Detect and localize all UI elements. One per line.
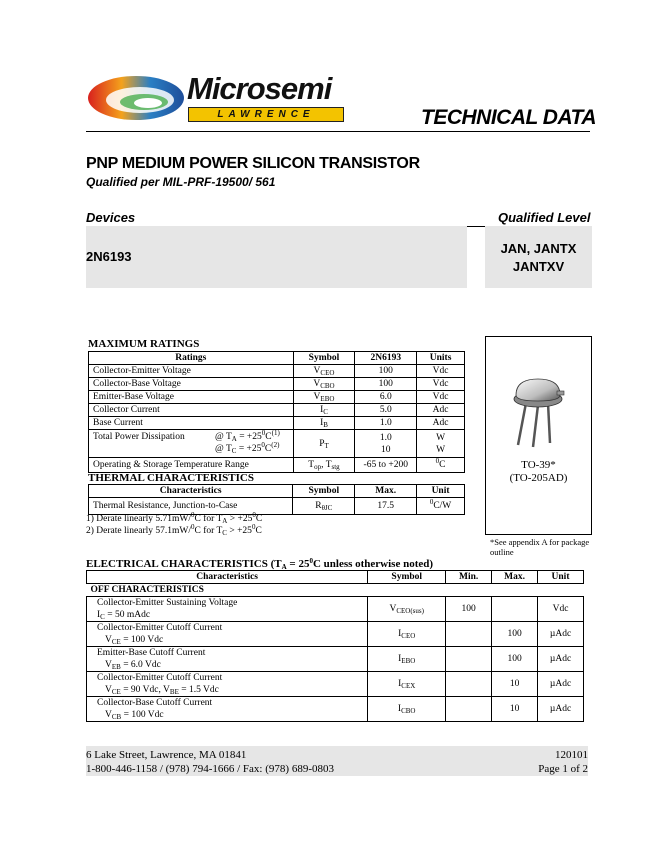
table-row — [89, 391, 465, 404]
symbol: $I_{CEX}$ — [368, 672, 446, 697]
table-row-power — [89, 430, 465, 458]
characteristic: Collector-Emitter Cutoff Current $V_{CE} = 100$ Vdc — [87, 622, 368, 647]
rating-symbol: $I_C$ — [293, 404, 355, 417]
symbol: $I_{CEO}$ — [368, 622, 446, 647]
thermal-title: THERMAL CHARACTERISTICS — [88, 472, 254, 484]
page-title: PNP MEDIUM POWER SILICON TRANSISTOR — [86, 155, 420, 172]
thermal-name: Thermal Resistance, Junction-to-Case — [89, 498, 293, 515]
min-value — [446, 622, 492, 647]
table-header-row — [87, 571, 584, 584]
rating-unit: Vdc — [417, 391, 465, 404]
document-type: TECHNICAL DATA — [421, 106, 596, 129]
temp-value: -65 to +200 — [355, 458, 417, 473]
max-value: 10 — [492, 672, 538, 697]
max-value — [492, 597, 538, 622]
table-row — [87, 672, 584, 697]
table-row — [89, 417, 465, 430]
rating-value: 100 — [355, 365, 417, 378]
rating-symbol: $V_{CBO}$ — [293, 378, 355, 391]
symbol: $V_{CEO(sus)}$ — [368, 597, 446, 622]
derating-notes — [86, 513, 262, 537]
brand-subname: LAWRENCE — [188, 107, 344, 122]
table-row — [89, 498, 465, 515]
header-unit: Unit — [417, 485, 465, 498]
header-symbol: Symbol — [293, 352, 355, 365]
off-characteristics-label: OFF CHARACTERISTICS — [87, 584, 584, 597]
symbol: $I_{EBO}$ — [368, 647, 446, 672]
rating-name: Emitter-Base Voltage — [89, 391, 294, 404]
rating-unit: Adc — [417, 417, 465, 430]
header-characteristics: Characteristics — [89, 485, 293, 498]
header-divider — [86, 131, 590, 132]
power-rating-name: Total Power Dissipation — [93, 432, 185, 442]
header-max: Max. — [355, 485, 417, 498]
device-name: 2N6193 — [86, 249, 132, 264]
package-note: *See appendix A for package outline — [490, 537, 590, 557]
characteristic: Collector-Base Cutoff Current $V_{CB} = 100$ Vdc — [87, 697, 368, 722]
electrical-title: ELECTRICAL CHARACTERISTICS ($T_A = 25^0C$ unless otherwise noted) — [86, 557, 434, 571]
min-value — [446, 672, 492, 697]
min-value — [446, 697, 492, 722]
table-row — [87, 647, 584, 672]
max-value: 10 — [492, 697, 538, 722]
min-value — [446, 647, 492, 672]
header-max: Max. — [492, 571, 538, 584]
rating-value: 100 — [355, 378, 417, 391]
rating-value: 6.0 — [355, 391, 417, 404]
rating-symbol: $V_{EBO}$ — [293, 391, 355, 404]
table-header-row — [89, 485, 465, 498]
footer-address: 6 Lake Street, Lawrence, MA 01841 — [86, 749, 247, 761]
package-box — [485, 336, 592, 535]
power-condition-2: @ $T_C = +25^0C^{(2)}$ — [215, 441, 280, 455]
header-symbol: Symbol — [368, 571, 446, 584]
rating-unit: Vdc — [417, 378, 465, 391]
page-subtitle: Qualified per MIL-PRF-19500/ 561 — [86, 175, 276, 189]
qualified-level-line2: JANTXV — [512, 259, 565, 274]
table-row — [87, 597, 584, 622]
rating-symbol: $I_B$ — [293, 417, 355, 430]
table-row-temp — [89, 458, 465, 473]
to39-package-image — [486, 373, 591, 473]
electrical-table — [86, 570, 584, 722]
power-condition-1: @ $T_A = +25^0C^{(1)}$ — [215, 429, 280, 443]
thermal-value: 17.5 — [355, 498, 417, 515]
rating-unit: Vdc — [417, 365, 465, 378]
unit: µAdc — [538, 622, 584, 647]
temp-symbol: $T_{op}$, $T_{stg}$ — [293, 458, 355, 473]
characteristic: Emitter-Base Cutoff Current $V_{EB} = 6.0$ Vdc — [87, 647, 368, 672]
note-2: 2) Derate linearly 57.1mW/$^0$C for $T_C > +25^0C$ — [86, 523, 262, 537]
footer-contact — [86, 748, 334, 776]
header-units: Units — [417, 352, 465, 365]
max-ratings-table — [88, 351, 465, 473]
header-min: Min. — [446, 571, 492, 584]
rating-value: 1.0 — [355, 417, 417, 430]
header-part: 2N6193 — [355, 352, 417, 365]
unit: µAdc — [538, 672, 584, 697]
rating-name: Base Current — [89, 417, 294, 430]
table-row — [89, 365, 465, 378]
thermal-table — [88, 484, 465, 515]
rating-name: Collector-Emitter Voltage — [89, 365, 294, 378]
footer-docinfo — [520, 748, 588, 776]
max-value: 100 — [492, 622, 538, 647]
qualified-level-line1: JAN, JANTX — [500, 241, 577, 256]
header-ratings: Ratings — [89, 352, 294, 365]
thermal-unit: $^0$C/W — [417, 498, 465, 515]
qualified-level-label: Qualified Level — [498, 210, 591, 225]
power-rating — [89, 430, 294, 458]
brand-name: Microsemi — [187, 71, 332, 106]
table-header-row — [89, 352, 465, 365]
power-symbol: $P_T$ — [293, 430, 355, 458]
symbol: $I_{CBO}$ — [368, 697, 446, 722]
rating-name: Collector Current — [89, 404, 294, 417]
header-unit: Unit — [538, 571, 584, 584]
header-characteristics: Characteristics — [87, 571, 368, 584]
unit: µAdc — [538, 697, 584, 722]
footer-page-number: Page 1 of 2 — [538, 763, 588, 775]
rating-symbol: $V_{CEO}$ — [293, 365, 355, 378]
table-row — [87, 622, 584, 647]
table-row — [87, 697, 584, 722]
max-ratings-title: MAXIMUM RATINGS — [88, 338, 200, 350]
package-label: TO-39* (TO-205AD) — [509, 459, 568, 484]
unit: µAdc — [538, 647, 584, 672]
rating-name: Collector-Base Voltage — [89, 378, 294, 391]
power-values: 1.0 10 — [355, 430, 417, 458]
footer-doc-number: 120101 — [555, 749, 588, 761]
rating-unit: Adc — [417, 404, 465, 417]
power-units: W W — [417, 430, 465, 458]
temp-rating: Operating & Storage Temperature Range — [89, 458, 294, 473]
devices-label: Devices — [86, 210, 136, 225]
characteristic: Collector-Emitter Cutoff Current $V_{CE} = 90$ Vdc, $V_{BE} = 1.5$ Vdc — [87, 672, 368, 697]
section-row — [87, 584, 584, 597]
characteristic: Collector-Emitter Sustaining Voltage $I_C = 50$ mAdc — [87, 597, 368, 622]
note-1: 1) Derate linearly 5.71mW/$^0$C for $T_A > +25^0C$ — [86, 511, 263, 525]
rating-value: 5.0 — [355, 404, 417, 417]
table-row — [89, 378, 465, 391]
devices-box — [86, 226, 467, 288]
footer-phone: 1-800-446-1158 / (978) 794-1666 / Fax: (978) 689-0803 — [86, 763, 334, 775]
min-value: 100 — [446, 597, 492, 622]
max-value: 100 — [492, 647, 538, 672]
qualified-level-box — [485, 226, 592, 288]
header-symbol: Symbol — [293, 485, 355, 498]
unit: Vdc — [538, 597, 584, 622]
thermal-symbol: $R_{\theta JC}$ — [293, 498, 355, 515]
temp-unit: $^0$C — [417, 458, 465, 473]
table-row — [89, 404, 465, 417]
